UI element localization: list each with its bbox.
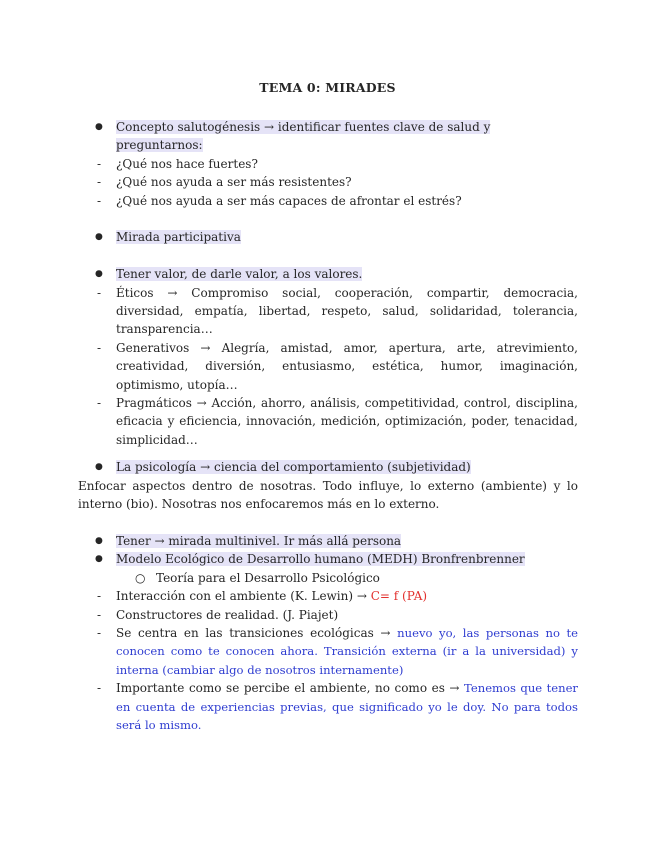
bullet-text: La psicología → ciencia del comportamiento (subjetividad)	[116, 460, 471, 475]
list-item	[78, 679, 578, 734]
list-item-text: ¿Qué nos hace fuertes?	[116, 156, 258, 171]
list-item	[78, 155, 578, 173]
bullet-medh	[78, 550, 578, 568]
dash-icon: -	[97, 681, 102, 696]
list-item	[78, 606, 578, 624]
bullet-multinivel	[78, 532, 578, 550]
circle-bullet-icon: ○	[135, 570, 146, 585]
list-item-text: Constructores de realidad. (J. Piajet)	[116, 607, 339, 622]
bullet-salutogenesis	[78, 118, 578, 155]
bullet-text: Tener valor, de darle valor, a los valores.	[116, 267, 363, 282]
bullet-text: Modelo Ecológico de Desarrollo humano (MEDH) Bronfrenbrenner	[116, 552, 525, 567]
dash-icon: -	[97, 175, 102, 190]
dash-icon: -	[97, 589, 102, 604]
bullet-dot-icon: ●	[95, 269, 103, 280]
list-item-text: Generativos → Alegría, amistad, amor, apertura, arte, atrevimiento, creatividad, diversión, entusiasmo, estética, humor, imaginación, optimismo, utopía…	[116, 340, 578, 392]
bullet-dot-icon: ●	[95, 535, 103, 546]
formula-note: C= f (PA)	[370, 589, 428, 604]
blue-note: Tenemos que tener en cuenta de experiencias previas, que significado yo le doy. No para todos será lo mismo.	[116, 681, 578, 732]
dash-icon: -	[97, 340, 102, 355]
list-item	[78, 192, 578, 210]
bullet-psicologia	[78, 458, 578, 476]
list-item	[78, 587, 578, 605]
bullet-valores	[78, 265, 578, 283]
bullet-dot-icon: ●	[95, 122, 103, 132]
page-title: TEMA 0: MIRADES	[259, 80, 396, 95]
list-item	[78, 173, 578, 191]
dash-icon: -	[97, 625, 102, 640]
list-item	[78, 339, 578, 394]
list-item-text: Se centra en las transiciones ecológicas →	[116, 625, 398, 640]
document-body	[78, 118, 578, 734]
dash-icon: -	[97, 156, 102, 171]
list-item	[78, 394, 578, 449]
list-item-text: Interacción con el ambiente (K. Lewin) →	[116, 589, 371, 604]
dash-icon: -	[97, 396, 102, 411]
list-item-text: Pragmáticos → Acción, ahorro, análisis, competitividad, control, disciplina, eficacia y eficiencia, innovación, medición, optimización, poder, tenacidad, simplicidad…	[116, 396, 578, 447]
paragraph: Enfocar aspectos dentro de nosotras. Todo influye, lo externo (ambiente) y lo interno (bio). Nosotras nos enfocaremos más en lo externo.	[78, 478, 578, 512]
dash-icon: -	[97, 285, 102, 300]
list-item	[78, 624, 578, 679]
list-item	[78, 284, 578, 339]
bullet-dot-icon: ●	[95, 462, 103, 473]
bullet-text: Concepto salutogénesis → identificar fuentes clave de salud y preguntarnos:	[116, 120, 491, 153]
bullet-text: Tener → mirada multinivel. Ir más allá persona	[116, 533, 402, 548]
dash-icon: -	[97, 193, 102, 208]
bullet-dot-icon: ●	[95, 554, 103, 565]
sub-list-item-text: Teoría para el Desarrollo Psicológico	[156, 570, 380, 585]
bullet-dot-icon: ●	[95, 232, 103, 243]
sub-list-item	[78, 569, 578, 587]
list-item-text: Éticos → Compromiso social, cooperación, compartir, democracia, diversidad, empatía, libertad, respeto, salud, solidaridad, tolerancia, transparencia…	[116, 285, 578, 337]
bullet-text: Mirada participativa	[116, 230, 241, 245]
list-item-text: ¿Qué nos ayuda a ser más resistentes?	[116, 175, 352, 190]
dash-icon: -	[97, 607, 102, 622]
list-item-text: Importante como se percibe el ambiente, no como es →	[116, 681, 465, 696]
bullet-participativa	[78, 228, 578, 246]
list-item-text: ¿Qué nos ayuda a ser más capaces de afrontar el estrés?	[116, 193, 462, 208]
blue-note: nuevo yo, las personas no te conocen como te conocen ahora. Transición externa (ir a la universidad) y interna (cambiar algo de nosotros internamente)	[116, 625, 578, 677]
